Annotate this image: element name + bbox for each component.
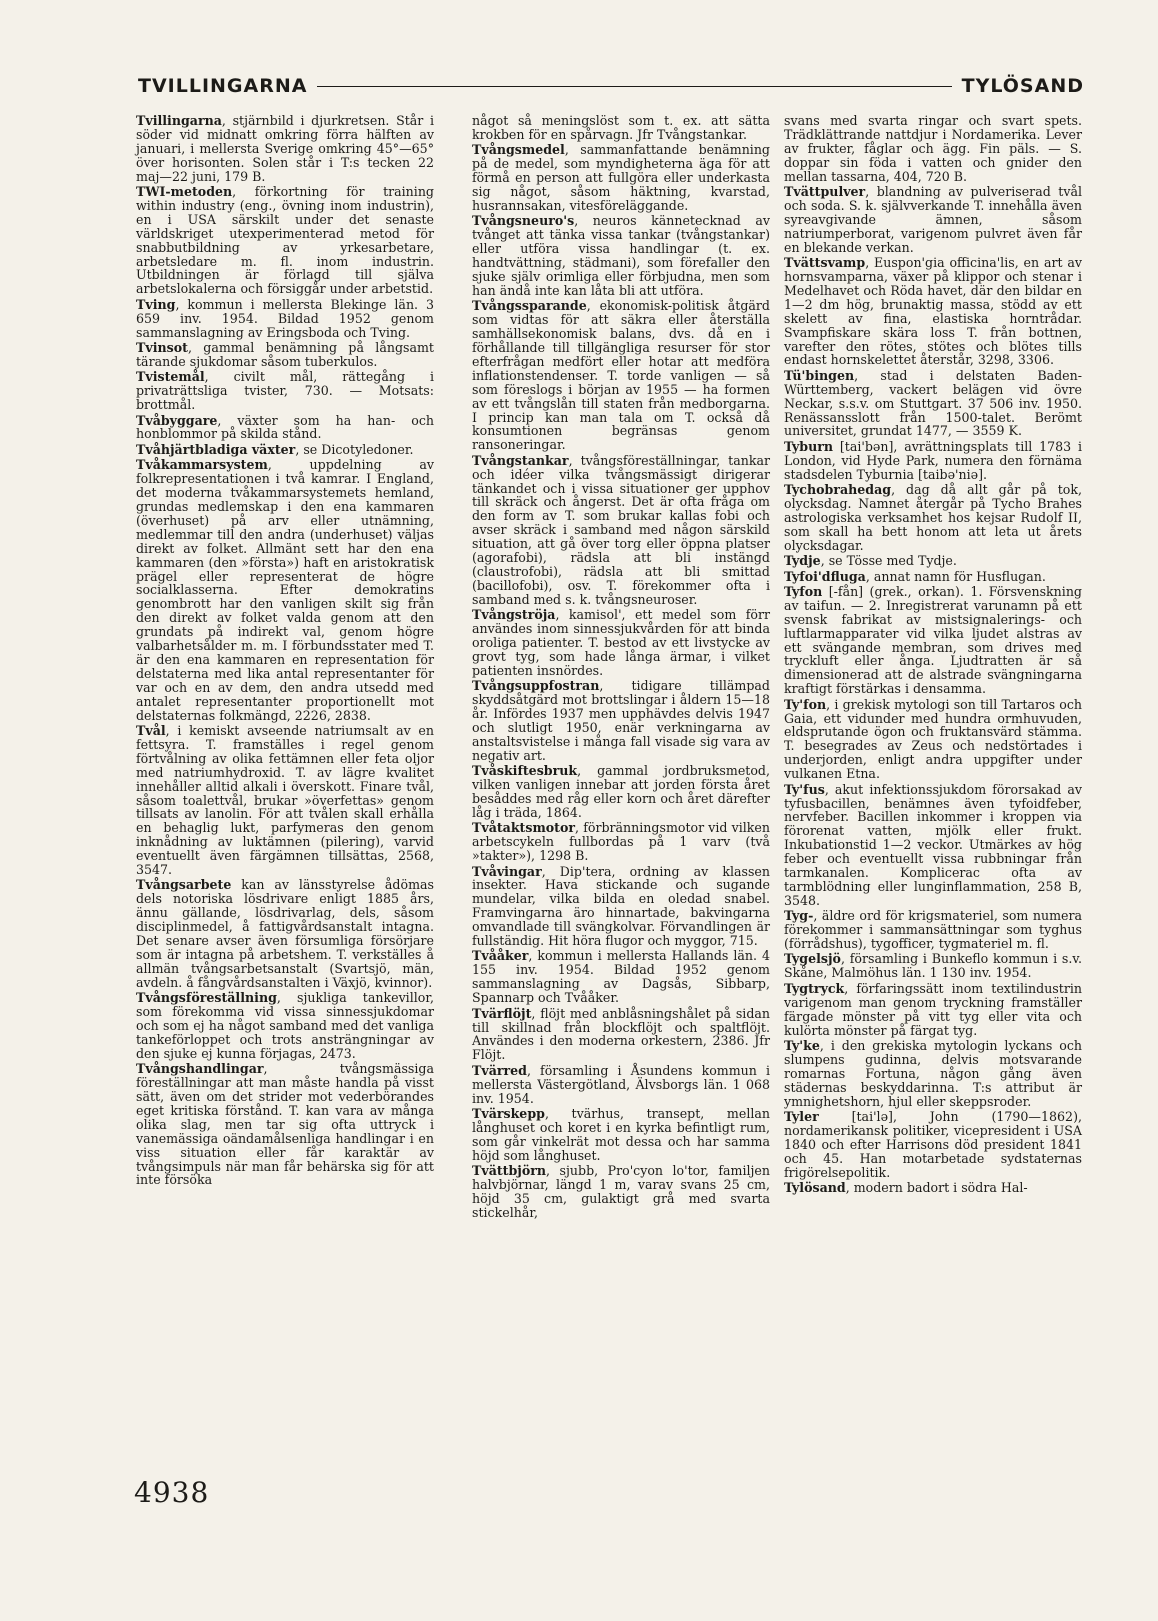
dictionary-entry [784, 909, 1082, 951]
entry-text: , stjärnbild i djurkretsen. Står i söder vid midnatt omkring förra hälften av januari, i mellersta Sverige omkring 45°—65° över horisonten. Solen står i T:s tecken 22 maj—22 juni, 179 B. [136, 113, 434, 184]
entry-headword: Tvååker [472, 948, 529, 964]
entry-text: [-fån] (grek., orkan). 1. Försvenskning av taifun. — 2. Inregistrerat varunamn på ett svensk fabrikat av mistsignalerings- och luftlarmapparater vid vilka ljudet alstras av ett svängande membran, som drives med tryckluft eller ånga. Ljudtratten är så dimensionerad att de alstrade svängningarna kraftigt förstärkas i densamma. [784, 583, 1082, 697]
entry-headword: Tvångsarbete [136, 877, 232, 893]
entry-headword: TWI-metoden [136, 184, 233, 200]
dictionary-entry [136, 443, 434, 457]
dictionary-entry [784, 1181, 1082, 1195]
dictionary-entry [472, 865, 770, 948]
running-header [138, 74, 1084, 98]
dictionary-entry [472, 114, 770, 142]
entry-text: , förfaringssätt inom textilindustrin varigenom man genom tryckning framställer färgade mönster på vitt tyg eller vita och kulörta mönster på färgat tyg. [784, 980, 1082, 1038]
dictionary-entry [784, 783, 1082, 908]
entry-headword: Tvångstankar [472, 452, 569, 468]
entry-headword: Tvåkammarsystem [136, 457, 268, 473]
entry-headword: Tvångströja [472, 607, 556, 623]
entry-text: , akut infektionssjukdom förorsakad av tyfusbacillen, benämnes även tyfoidfeber, nervfeber. Bacillen inkommer i kroppen via förorenat vatten, mjölk eller frukt. Inkubationstid 1—2 veckor. Utmärkes av hög feber och eventuellt vissa rubbningar från tarmkanalen. Komplicerас ofta av tarmblödning eller lunginflammation, 258 B, 3548. [784, 781, 1082, 908]
dictionary-entry [784, 1110, 1082, 1180]
entry-headword: Tygtryck [784, 980, 845, 996]
dictionary-entry [136, 370, 434, 412]
entry-text: , blandning av pulveriserad tvål och soda. S. k. självverkande T. innehålla även syreavgivande ämnen, såsom natriumperborat, varigenom pulvret även får en blekande verkan. [784, 184, 1082, 255]
entry-headword: Tvåtaktsmotor [472, 820, 576, 836]
dictionary-entry [784, 114, 1082, 184]
dictionary-entry [136, 878, 434, 989]
entry-text: , gammal jordbruksmetod, vilken vanligen innebar att jorden första året besåddes med råg eller korn och året därefter låg i träda, 1864. [472, 763, 770, 820]
page-number: 4938 [134, 1476, 210, 1509]
entry-headword: Tvåhjärtbladiga växter [136, 441, 296, 457]
entry-text: , tidigare tillämpad skyddsåtgärd mot brottslingar i åldern 15—18 år. Infördes 1937 men upphävdes delvis 1947 och slutligt 1950, enär verkningarna av anstaltsvistelse i många fall visade sig vara av negativ art. [472, 678, 770, 763]
entry-headword: Tvåbyggare [136, 412, 218, 428]
entry-headword: Tyburn [784, 438, 834, 454]
dictionary-entry [472, 608, 770, 678]
entry-text: , stad i delstaten Baden-Württemberg, vackert belägen vid övre Neckar, s.s.v. om Stuttgart. 37 506 inv. 1950. Renässansslott från 1500-talet. Berömt universitet, grundat 1477, — 3559 K. [784, 367, 1082, 439]
entry-headword: Tyfoi'dfluga [784, 568, 866, 584]
text-column-1 [136, 114, 434, 1189]
dictionary-entry [136, 991, 434, 1061]
entry-headword: Tvärred [472, 1062, 527, 1078]
dictionary-entry [472, 764, 770, 820]
text-column-3 [784, 114, 1082, 1196]
entry-headword: Tvångsuppfostran [472, 678, 600, 694]
entry-text: , tvångsmässiga föreställningar att man måste handla på visst sätt, även om det strider mot vederbörandes eget kritiska förstånd. T. kan vara av många olika slag, men tar sig ofta uttryck i vanemässiga oändamålsenliga handlingar i en viss situation eller får karaktär av tvångsimpuls när man får behärska sig för att inte försöka [136, 1061, 434, 1188]
entry-headword: Tydje [784, 553, 821, 569]
entry-text: , neuros kännetecknad av tvånget att tänka vissa tankar (tvångstankar) eller utföra vissa handlingar (t. ex. handtvättning, städmani), som förefaller den sjuke själv orimliga eller förbjudna, men som han ändå inte kan låta bli att utföra. [472, 213, 770, 298]
dictionary-entry [472, 143, 770, 213]
dictionary-entry [136, 1062, 434, 1187]
entry-headword: Tvärflöjt [472, 1005, 532, 1021]
entry-text: , kommun i mellersta Hallands län. 4 155 inv. 1954. Bildad 1952 genom sammanslagning av Dagsås, Sibbarp, Spannarp och Tvååker. [472, 948, 770, 1006]
entry-text: , kommun i mellersta Blekinge län. 3 659 inv. 1954. Bildad 1952 genom sammanslagning av Eringsboda och Tving. [136, 296, 434, 340]
dictionary-entry [784, 982, 1082, 1038]
entry-text: , gammal benämning på långsamt tärande sjukdomar såsom tuberkulos. [136, 340, 434, 369]
dictionary-entry [472, 1164, 770, 1220]
dictionary-entry [472, 1107, 770, 1163]
entry-headword: Tvättsvamp [784, 255, 866, 271]
entry-headword: Ty'fon [784, 696, 827, 712]
entry-text: , se Dicotyledoner. [295, 441, 414, 457]
header-rule [317, 86, 951, 87]
entry-text: , civilt mål, rättegång i privaträttsliga tvister, 730. — Motsats: brottmål. [136, 369, 434, 413]
entry-text: , uppdelning av folkrepresentationen i två kamrar. I England, det moderna tvåkammarsystemets hemland, grundas medlemskap i den ena kammaren (överhuset) på arv eller utnämning, medlemmar till den andra (underhuset) väljas direkt av folket. Allmänt sett har den ena kammaren (den »första») haft en aristokratisk prägel eller representerat de högre socialklasserna. Efter demokratins genombrott har den vanligen skilt sig från den direkt av folket valda genom att den grundats på indirekt val, genom högre valbarhetsålder m. m. I förbundsstater med T. är den ena kammaren en representation för delstaterna med lika antal representanter för var och en av dem, den andra utsedd med antalet representanter proportionellt mot delstaternas folkmängd, 2226, 2838. [136, 457, 434, 723]
entry-text: , sammanfattande benämning på de medel, som myndigheterna äga för att förmå en person att fullgöra eller underkasta sig något, såsom häktning, kvarstad, husrannsakan, vitesföreläggande. [472, 142, 770, 213]
dictionary-entry [136, 724, 434, 877]
entry-text: , i kemiskt avseende natriumsalt av en fettsyra. T. framställes i regel genom förtvålning av olika fettämnen eller feta oljor med natriumhydroxid. T. av lägre kvalitet innehåller alltid alkali i överskott. Finare tvål, såsom toalettvål, brukar »överfettas» genom tillsats av lanolin. För att tvålen skall erhålla en behaglig lukt, parfymeras den genom inknådning av luktämnen (pilering), varvid eventuellt även färgämnen tillsättas, 2568, 3547. [136, 722, 434, 878]
entry-headword: Tvåskiftesbruk [472, 763, 578, 779]
entry-text: [tai'lə], John (1790—1862), nordamerikansk politiker, vicepresident i USA 1840 och efter Harrisons död president 1841 och 45. Han motarbetade sydstaternas frigörelsepolitik. [784, 1108, 1082, 1180]
text-column-2 [472, 114, 770, 1221]
entry-headword: Tvångshandlingar [136, 1061, 264, 1077]
dictionary-entry [784, 585, 1082, 696]
entry-text: , sjubb, Pro'cyon lo'tor, familjen halvbjörnar, längd 1 m, varav svans 25 cm, höjd 35 cm, gulaktigt grå med svarta stickelhår, [472, 1163, 770, 1220]
dictionary-entry [136, 185, 434, 296]
entry-text: , modern badort i södra Hal- [845, 1179, 1028, 1195]
entry-headword: Tvål [136, 722, 166, 738]
entry-text: , förbränningsmotor vid vilken arbetscykeln fullbordas på 1 varv (två »takter»), 1298 B. [472, 820, 770, 864]
entry-text: svans med svarta ringar och svart spets. Trädklättrande nattdjur i Nordamerika. Lever av frukter, fåglar och ägg. Fin päls. — S. doppar sin föda i vatten och gnider den mellan tassarna, 404, 720 B. [784, 113, 1082, 184]
dictionary-entry [472, 679, 770, 762]
entry-headword: Tvångsmedel [472, 142, 565, 158]
entry-text: , sjukliga tankevillor, som förekomma vid vissa sinnessjukdomar och som ej ha något samband med det vanliga tankeförloppet och trots ansträngningar av den sjuke ej kunna förjagas, 2473. [136, 990, 434, 1061]
dictionary-entry [784, 369, 1082, 439]
entry-text: , tvångsföreställningar, tankar och idéer vilka tvångsmässigt dirigerar tänkandet och i vissa situationer ger upphov till skräck och ångerst. Det är ofta fråga om den form av T. som brukar kallas fobi och avser skräck i samband med någon särskild situation, att gå över torg eller öppna platser (agorafobi), rädsla att bli instängd (claustrofobi), rädsla att bli smittad (bacillofobi), osv. T. förekommer ofta i samband med s. k. tvångsneuroser. [472, 452, 770, 607]
dictionary-entry [136, 298, 434, 340]
dictionary-entry [136, 114, 434, 184]
dictionary-entry [136, 341, 434, 369]
dictionary-entry [784, 698, 1082, 781]
entry-text: , i grekisk mytologi son till Tartaros och Gaia, ett vidunder med hundra ormhuvuden, eldsprutande ögon och fruktansvärd stämma. T. besegrades av Zeus och nedstörtades i underjorden, enligt andra uppgifter under vulkanen Etna. [784, 696, 1082, 782]
entry-headword: Tvättpulver [784, 184, 866, 200]
entry-headword: Tyler [784, 1108, 819, 1124]
entry-text: , annat namn för Husflugan. [865, 568, 1046, 584]
dictionary-entry [136, 414, 434, 442]
dictionary-entry [784, 483, 1082, 553]
dictionary-entry [784, 1039, 1082, 1109]
entry-text: , förkortning för training within industry (eng., övning inom industrin), en i USA särskilt under det senaste världskriget utexperimenterad metod för snabbutbildning av yrkesarbetare, arbetsledare m. fl. inom industrin. Utbildningen är förlagd till själva arbetslokalerna och försiggår under arbetstid. [136, 184, 434, 297]
entry-text: något så meningslöst som t. ex. att sätta krokben för en spårvagn. Jfr Tvångstankar. [472, 113, 770, 142]
entry-headword: Ty'fus [784, 781, 825, 797]
dictionary-entry [472, 1064, 770, 1106]
dictionary-entry [136, 458, 434, 722]
dictionary-entry [472, 454, 770, 607]
entry-text: , i den grekiska mytologin lyckans och slumpens gudinna, delvis motsvarande romarnas Fortuna, någon gång även städernas beskyddarinna. T:s attribut är ymnighetshorn, hjul eller skeppsroder. [784, 1037, 1082, 1109]
entry-headword: Tyfon [784, 583, 823, 599]
entry-text: , församling i Åsundens kommun i mellersta Västergötland, Älvsborgs län. 1 068 inv. 1954. [472, 1062, 770, 1106]
entry-text: , dag då allt går på tok, olycksdag. Namnet återgår på Tycho Brahes astrologiska verksamhet hos kejsar Rudolf II, som skall ha bett honom att leta ut årets olycksdagar. [784, 482, 1082, 553]
entry-text: [tai'bən], avrättningsplats till 1783 i London, vid Hyde Park, numera den förnäma stadsdelen Tyburnia [taibə'niə]. [784, 438, 1082, 482]
entry-headword: Tvärskepp [472, 1105, 545, 1121]
header-right-word: TYLÖSAND [961, 75, 1084, 97]
entry-text: , växter som ha han- och honblommor på skilda stånd. [136, 412, 434, 442]
dictionary-entry [472, 214, 770, 297]
entry-headword: Tyg- [784, 908, 814, 924]
entry-headword: Tvångsföreställning [136, 990, 277, 1006]
entry-headword: Tylösand [784, 1179, 846, 1195]
dictionary-entry [784, 570, 1082, 584]
entry-headword: Tvåvingar [472, 863, 542, 879]
entry-headword: Tygelsjö [784, 951, 841, 967]
dictionary-entry [784, 256, 1082, 367]
dictionary-entry [472, 949, 770, 1005]
dictionary-entry [472, 821, 770, 863]
entry-headword: Tvistemål [136, 369, 205, 385]
dictionary-entry [784, 440, 1082, 482]
entry-text: kan av länsstyrelse ådömas dels notoriska lösdrivare enligt 1885 års, ännu gällande, lösdrivarlag, dels, såsom disciplinmedel, å fattigvårdsanstalt intagna. Det senare avser även försumliga försörjare som är intagna på arbetshem. T. verkställes å allmän tvångsarbetsanstalt (Svartsjö, män, avdeln. å fångvårdsanstalten i Växjö, kvinnor). [136, 877, 434, 990]
entry-headword: Tvångssparande [472, 298, 587, 314]
dictionary-entry [784, 554, 1082, 568]
entry-text: , se Tösse med Tydje. [820, 553, 957, 569]
entry-headword: Tvinsot [136, 340, 188, 355]
entry-headword: Tü'bingen [784, 367, 855, 383]
entry-headword: Ty'ke [784, 1037, 820, 1053]
entry-headword: Tvättbjörn [472, 1163, 547, 1179]
entry-text: , församling i Bunkeflo kommun i s.v. Skåne, Malmöhus län. 1 130 inv. 1954. [784, 951, 1082, 981]
entry-text: , flöjt med anblåsningshålet på sidan till skillnad från blockflöjt och spaltflöjt. Användes i den moderna orkestern, 2386. Jfr Flöjt. [472, 1005, 770, 1063]
header-left-word: TVILLINGARNA [138, 75, 308, 97]
entry-text: , kamisol', ett medel som förr användes inom sinnessjukvården för att binda oroliga patienter. T. bestod av ett livstycke av grovt tyg, som hade långa ärmar, i vilket patienten insnördes. [472, 607, 770, 678]
entry-text: , Dip'tera, ordning av klassen insekter. Hava stickande och sugande mundelar, vilka bilda en oledad snabel. Framvingarna äro hinnartade, bakvingarna omvandlade till svängkolvar. Förvandlingen är fullständig. Hit höra flugor och myggor, 715. [472, 863, 770, 949]
entry-headword: Tychobrahedag [784, 482, 892, 498]
entry-headword: Tving [136, 296, 176, 312]
dictionary-entry [784, 185, 1082, 255]
entry-text: , ekonomisk-politisk åtgärd som vidtas för att säkra eller återställa samhällsekonomisk balans, dvs. då en i förhållande till tillgängliga resurser för stor efterfrågan medfört eller hotar att medföra inflationstendenser. T. torde vanligen — så som föreslogs i början av 1955 — ha formen av ett tvångslån till staten från medborgarna. I princip kan man tala om T. också då konsumtionen begränsas genom ransoneringar. [472, 298, 770, 453]
entry-text: , tvärhus, transept, mellan långhuset och koret i en kyrka befintligt rum, som går vinkelrät mot dessa och har samma höjd som långhuset. [472, 1105, 770, 1163]
dictionary-entry [472, 299, 770, 452]
entry-headword: Tvillingarna [136, 113, 222, 128]
dictionary-entry [784, 952, 1082, 980]
entry-text: , Euspon'gia officina'lis, en art av hornsvamparna, växer på klippor och stenar i Medelhavet och Röda havet, där den bildar en 1—2 dm hög, brunaktig massa, stödd av ett skelett av fina, elastiska horntrådar. Svampfiskare skära loss T. från bottnen, varefter den rötes, stötes och blötes tills endast hornskelettet återstår, 3298, 3306. [784, 255, 1082, 368]
dictionary-entry [472, 1007, 770, 1063]
entry-text: , äldre ord för krigsmateriel, som numera förekommer i sammansättningar som tyghus (förrådshus), tygofficer, tygmateriel m. fl. [784, 908, 1082, 952]
entry-headword: Tvångsneuro's [472, 213, 575, 229]
